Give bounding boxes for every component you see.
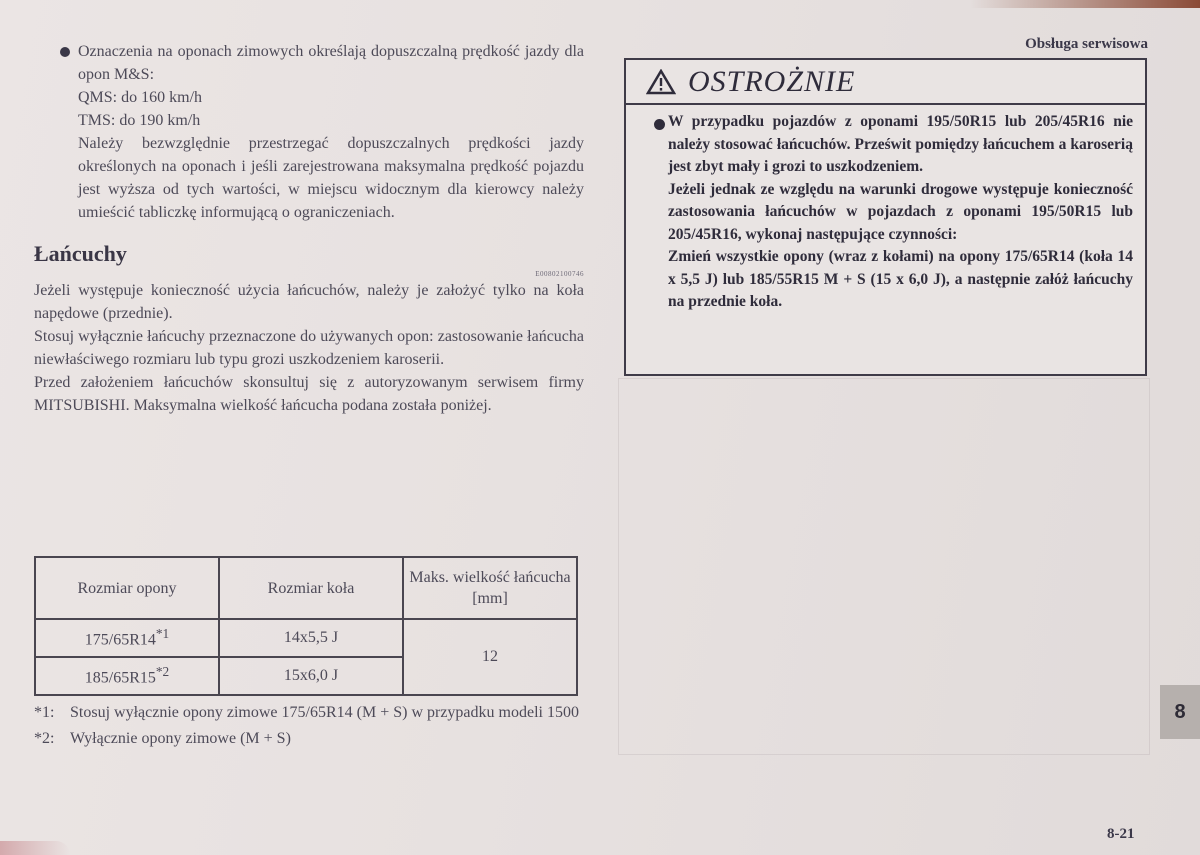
max-chain-cell: 12 (403, 619, 577, 695)
chains-paragraph-3: Przed założeniem łańcuchów skonsultuj się z autoryzowanym serwisem firmy MITSUBISHI. Maksymalna wielkość łańcucha podana została poniżej. (34, 374, 584, 414)
tms-line: TMS: do 190 km/h (78, 112, 201, 129)
wheel-size-cell: 15x6,0 J (219, 657, 403, 695)
empty-area (618, 378, 1150, 755)
caution-title: OSTROŻNIE (688, 64, 856, 98)
tire-size-cell (35, 619, 219, 657)
footnote-2 (34, 728, 584, 750)
chapter-tab: 8 (1160, 685, 1200, 739)
tire-speed-bullet (34, 40, 584, 224)
bullet-icon (60, 47, 70, 57)
caution-paragraph-2: Jeżeli jednak ze względu na warunki drogowe występuje konieczność zastosowania łańcuchów w pojazdach z oponami 195/50R15 lub 205/45R16, wykonaj następujące czynności: (668, 180, 1133, 243)
col-header-tire: Rozmiar opony (35, 557, 219, 619)
footnote-ref: *1 (155, 626, 170, 642)
chains-paragraph-2: Stosuj wyłącznie łańcuchy przeznaczone do używanych opon: zastosowanie łańcucha niewłaściwego rozmiaru lub typu grozi uszkodzeniem karoserii. (34, 328, 584, 368)
tire-size-cell (35, 657, 219, 695)
footnote-text: Wyłącznie opony zimowe (M + S) (70, 730, 291, 747)
caution-body (626, 105, 1145, 314)
caution-header (626, 60, 1145, 105)
caution-box (624, 58, 1147, 376)
table-header-row (35, 557, 577, 619)
warning-triangle-icon (646, 69, 676, 95)
tire-size-value: 185/65R15 (84, 669, 156, 687)
table-row (35, 619, 577, 657)
tire-size-value: 175/65R14 (84, 631, 156, 649)
speed-limit-text: Należy bezwzględnie przestrzegać dopuszczalnych prędkości jazdy określonych na oponach i jeśli zarejestrowana maksymalna prędkość pojazdu jest wyższa od tych wartości, w miejscu widocznym dla kierowcy należy umieścić tabliczkę informującą o ograniczeniach. (78, 135, 584, 221)
col-header-wheel: Rozmiar koła (219, 557, 403, 619)
page-number: 8-21 (1107, 826, 1135, 842)
caution-paragraph-3: Zmień wszystkie opony (wraz z kołami) na opony 175/65R14 (koła 14 x 5,5 J) lub 185/55R15 M + S (15 x 6,0 J), a następnie załóż łańcuchy na przednie koła. (668, 248, 1133, 310)
section-code: E00802100746 (535, 270, 584, 278)
bullet-icon (654, 119, 665, 130)
page-edge-strip (970, 0, 1200, 8)
footnote-mark: *2: (34, 730, 55, 747)
footnote-mark: *1: (34, 704, 55, 721)
section-title: Łańcuchy (34, 241, 127, 266)
section-header: Obsługa serwisowa (1025, 36, 1148, 52)
footnote-ref: *2 (155, 664, 170, 680)
left-column (34, 40, 584, 417)
wheel-size-cell: 14x5,5 J (219, 619, 403, 657)
chain-size-table (34, 556, 578, 696)
footnotes (34, 702, 584, 754)
col-header-chain: Maks. wielkość łańcucha [mm] (403, 557, 577, 619)
footnote-text: Stosuj wyłącznie opony zimowe 175/65R14 (M + S) w przypadku modeli 1500 (70, 704, 579, 721)
footnote-1 (34, 702, 584, 724)
intro-text: Oznaczenia na oponach zimowych określają dopuszczalną prędkość jazdy dla opon M&S: (78, 43, 584, 83)
caution-paragraph-1: W przypadku pojazdów z oponami 195/50R15 lub 205/45R16 nie należy stosować łańcuchów. Prześwit pomiędzy łańcuchem a karoserią jest zbyt mały i grozi to uszkodzeniem. (668, 113, 1133, 175)
corner-shadow (0, 841, 70, 855)
chains-paragraph-1: Jeżeli występuje konieczność użycia łańcuchów, należy je założyć tylko na koła napędowe (przednie). (34, 282, 584, 322)
qms-line: QMS: do 160 km/h (78, 89, 203, 106)
